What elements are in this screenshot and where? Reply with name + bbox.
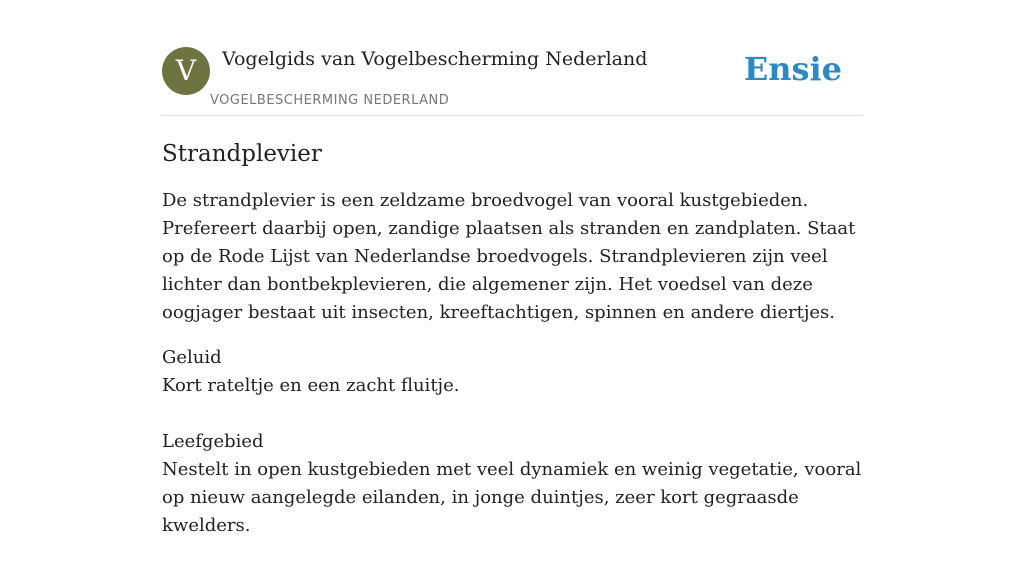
- source-avatar[interactable]: V: [162, 47, 210, 95]
- section-text: Nestelt in open kustgebieden met veel dynamiek en weinig vegetatie, vooral op nieuw aangelegde eilanden, in jonge duintjes, zeer kort gegraasde kwelders.: [162, 459, 862, 536]
- section-text: Kort rateltje en een zacht fluitje.: [162, 375, 460, 396]
- entry-content: [162, 138, 862, 568]
- source-header: [162, 47, 862, 116]
- publisher-name: VOGELBESCHERMING NEDERLAND: [210, 93, 450, 108]
- ensie-logo[interactable]: Ensie: [743, 50, 842, 88]
- section-leefgebied: [162, 428, 862, 540]
- section-label: Leefgebied: [162, 431, 264, 452]
- source-title-link[interactable]: Vogelgids van Vogelbescherming Nederland: [222, 48, 648, 70]
- page: [162, 0, 862, 536]
- section-geluid: [162, 344, 862, 400]
- entry-title: Strandplevier: [162, 141, 322, 167]
- section-label: Geluid: [162, 347, 222, 368]
- entry-description: De strandplevier is een zeldzame broedvogel van vooral kustgebieden. Prefereert daarbij open, zandige plaatsen als stranden en zandplaten. Staat op de Rode Lijst van Nederlandse broedvogels. Strandplevieren zijn veel lichter dan bontbekplevieren, die algemener zijn. Het voedsel van deze oogjager bestaat uit insecten, kreeftachtigen, spinnen en andere diertjes.: [162, 190, 856, 323]
